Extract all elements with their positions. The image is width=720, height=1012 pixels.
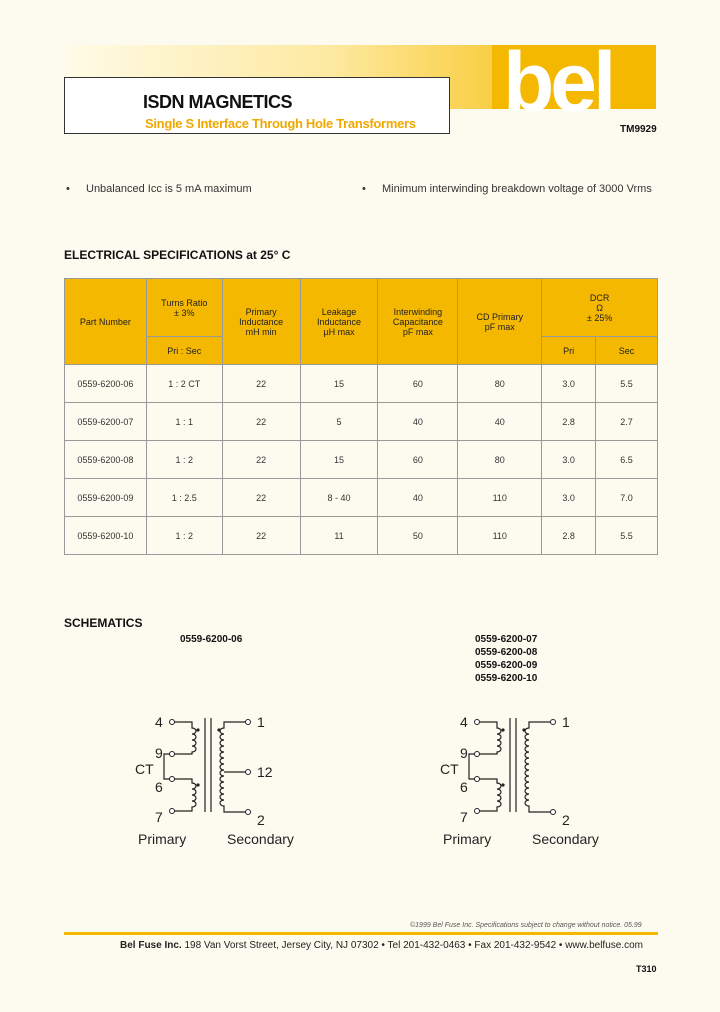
col-turns-ratio: Turns Ratio ± 3% <box>146 279 222 337</box>
primary-winding-top <box>479 722 501 754</box>
right-part-label: 0559-6200-10 <box>475 673 538 684</box>
left-part-label: 0559-6200-06 <box>180 634 243 645</box>
cell: 15 <box>300 365 378 403</box>
terminal <box>246 720 251 725</box>
terminal <box>475 809 480 814</box>
bel-logo: bel <box>503 35 613 129</box>
terminal <box>170 720 175 725</box>
cell: 40 <box>458 403 542 441</box>
pin-label: 7 <box>460 809 468 825</box>
right-part-label: 0559-6200-09 <box>475 660 538 671</box>
page-title: ISDN MAGNETICS <box>143 92 293 112</box>
pin-label: 4 <box>460 714 468 730</box>
center-tap-link <box>469 754 475 779</box>
col-dcr: DCR Ω ± 25% <box>542 279 658 337</box>
cell: 1 : 2.5 <box>146 479 222 517</box>
schematics-heading: SCHEMATICS <box>64 616 143 630</box>
col-interwinding-capacitance: Interwinding Capacitance pF max <box>378 279 458 365</box>
cell: 60 <box>378 441 458 479</box>
cell: 1 : 2 <box>146 517 222 555</box>
col-part-number: Part Number <box>65 279 147 365</box>
polarity-dot <box>196 783 199 786</box>
cell: 0559-6200-07 <box>65 403 147 441</box>
specs-table <box>64 278 658 555</box>
center-tap-link <box>164 754 170 779</box>
col-pri-sec: Pri : Sec <box>146 337 222 365</box>
terminal <box>551 720 556 725</box>
cell: 80 <box>458 441 542 479</box>
terminal <box>246 810 251 815</box>
cell: 0559-6200-09 <box>65 479 147 517</box>
pin-label: 9 <box>460 745 468 761</box>
secondary-label: Secondary <box>227 831 294 847</box>
cell: 6.5 <box>596 441 658 479</box>
cell: 7.0 <box>596 479 658 517</box>
polarity-dot <box>522 728 525 731</box>
polarity-dot <box>501 728 504 731</box>
cell: 5.5 <box>596 517 658 555</box>
cell: 3.0 <box>542 479 596 517</box>
page-subtitle: Single S Interface Through Hole Transformers <box>145 116 416 131</box>
primary-label: Primary <box>443 831 492 847</box>
schematic-right <box>425 700 625 860</box>
bullet-icon: • <box>66 183 70 195</box>
col-leakage-inductance: Leakage Inductance µH max <box>300 279 378 365</box>
table-row <box>65 479 658 517</box>
primary-winding-top <box>174 722 196 754</box>
cell: 8 - 40 <box>300 479 378 517</box>
pin-label: 4 <box>155 714 163 730</box>
polarity-dot <box>217 728 220 731</box>
cell: 3.0 <box>542 441 596 479</box>
table-row <box>65 403 658 441</box>
cell: 22 <box>222 365 300 403</box>
cell: 110 <box>458 479 542 517</box>
page-number: T310 <box>636 964 657 974</box>
secondary-winding <box>220 722 246 812</box>
cell: 5.5 <box>596 365 658 403</box>
footer-address <box>120 940 643 951</box>
cell: 1 : 2 CT <box>146 365 222 403</box>
terminal <box>170 777 175 782</box>
terminal <box>475 720 480 725</box>
pin-label: CT <box>135 761 154 777</box>
terminal <box>246 770 251 775</box>
doc-number: TM9929 <box>620 124 657 135</box>
polarity-dot <box>196 728 199 731</box>
bullet-text: Unbalanced Icc is 5 mA maximum <box>86 183 252 195</box>
primary-winding-bottom <box>479 779 501 811</box>
pin-label: 7 <box>155 809 163 825</box>
specs-heading: ELECTRICAL SPECIFICATIONS at 25° C <box>64 248 291 262</box>
pin-label: 2 <box>562 812 570 828</box>
terminal <box>170 752 175 757</box>
cell: 5 <box>300 403 378 441</box>
right-part-label: 0559-6200-08 <box>475 647 538 658</box>
pin-label: 1 <box>257 714 265 730</box>
pin-label: 2 <box>257 812 265 828</box>
cell: 22 <box>222 517 300 555</box>
cell: 11 <box>300 517 378 555</box>
pin-label: 9 <box>155 745 163 761</box>
cell: 50 <box>378 517 458 555</box>
terminal <box>170 809 175 814</box>
cell: 22 <box>222 441 300 479</box>
address-text: 198 Van Vorst Street, Jersey City, NJ 07302 • Tel 201-432-0463 • Fax 201-432-9542 • www.belfuse.com <box>181 940 643 951</box>
pin-label: CT <box>440 761 459 777</box>
primary-winding-bottom <box>174 779 196 811</box>
pin-label: 12 <box>257 764 273 780</box>
cell: 1 : 1 <box>146 403 222 441</box>
cell: 0559-6200-08 <box>65 441 147 479</box>
primary-label: Primary <box>138 831 187 847</box>
copyright: ©1999 Bel Fuse Inc. Specifications subject to change without notice. 05.99 <box>410 922 642 929</box>
footer-divider <box>64 932 658 935</box>
table-row <box>65 441 658 479</box>
col-dcr-sec: Sec <box>596 337 658 365</box>
cell: 60 <box>378 365 458 403</box>
company-name: Bel Fuse Inc. <box>120 940 182 951</box>
cell: 2.7 <box>596 403 658 441</box>
table-row <box>65 365 658 403</box>
pin-label: 6 <box>155 779 163 795</box>
bullet-text: Minimum interwinding breakdown voltage of 3000 Vrms <box>382 183 652 195</box>
right-part-label: 0559-6200-07 <box>475 634 538 645</box>
cell: 3.0 <box>542 365 596 403</box>
secondary-label: Secondary <box>532 831 599 847</box>
col-dcr-pri: Pri <box>542 337 596 365</box>
cell: 40 <box>378 403 458 441</box>
cell: 110 <box>458 517 542 555</box>
schematic-left <box>120 700 320 860</box>
terminal <box>475 777 480 782</box>
cell: 2.8 <box>542 517 596 555</box>
terminal <box>551 810 556 815</box>
pin-label: 1 <box>562 714 570 730</box>
cell: 40 <box>378 479 458 517</box>
col-primary-inductance: Primary Inductance mH min <box>222 279 300 365</box>
table-row <box>65 517 658 555</box>
cell: 2.8 <box>542 403 596 441</box>
cell: 80 <box>458 365 542 403</box>
bullet-icon: • <box>362 183 366 195</box>
terminal <box>475 752 480 757</box>
cell: 15 <box>300 441 378 479</box>
cell: 0559-6200-10 <box>65 517 147 555</box>
polarity-dot <box>501 783 504 786</box>
col-cd-primary: CD Primary pF max <box>458 279 542 365</box>
cell: 0559-6200-06 <box>65 365 147 403</box>
cell: 22 <box>222 479 300 517</box>
secondary-winding <box>525 722 551 812</box>
cell: 22 <box>222 403 300 441</box>
cell: 1 : 2 <box>146 441 222 479</box>
pin-label: 6 <box>460 779 468 795</box>
